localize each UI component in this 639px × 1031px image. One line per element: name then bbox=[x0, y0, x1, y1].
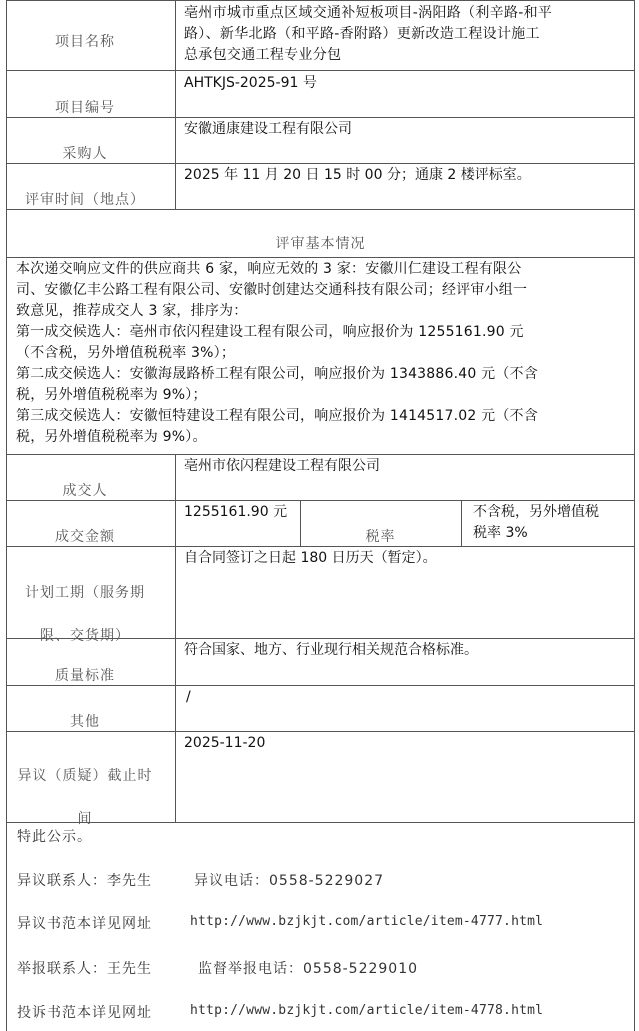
review-line: 税，另外增值税税率为 9%）。 bbox=[16, 429, 207, 445]
period-label bbox=[6, 572, 164, 658]
notice-text: 特此公示。 bbox=[17, 829, 92, 845]
objection-contact: 异议联系人：李先生 bbox=[17, 873, 152, 889]
tax-rate-line: 税率 3% bbox=[473, 525, 528, 541]
winner-value: 亳州市依闪程建设工程有限公司 bbox=[184, 458, 380, 474]
review-line: 司、安徽亿丰公路工程有限公司、安徽时创建达交通科技有限公司；经评审小组一 bbox=[16, 282, 528, 298]
period-label-line: 限、交货期） bbox=[40, 628, 130, 644]
review-time-value: 2025 年 11 月 20 日 15 时 00 分；通康 2 楼评标室。 bbox=[184, 167, 531, 183]
tax-rate-label: 税率 bbox=[365, 529, 396, 545]
winner-label: 成交人 bbox=[62, 483, 108, 499]
section-title: 评审基本情况 bbox=[275, 236, 366, 252]
amount-label: 成交金额 bbox=[55, 529, 115, 545]
objection-template-link[interactable]: http://www.bzjkjt.com/article/item-4777.html bbox=[190, 914, 544, 929]
project-name-value bbox=[184, 3, 629, 66]
review-line: 致意见，推荐成交人 3 家，排序为： bbox=[16, 303, 248, 319]
amount-value: 1255161.90 元 bbox=[184, 504, 288, 520]
complaint-template-link[interactable]: http://www.bzjkjt.com/article/item-4778.html bbox=[190, 1003, 544, 1018]
quality-value: 符合国家、地方、行业现行相关规范合格标准。 bbox=[184, 642, 478, 658]
complaint-template-label: 投诉书范本详见网址 bbox=[17, 1005, 152, 1021]
objection-label-line: 间 bbox=[77, 811, 93, 827]
objection-phone: 异议电话：0558-5229027 bbox=[194, 873, 385, 889]
objection-label-line: 异议（质疑）截止时 bbox=[17, 768, 153, 784]
review-line: （不含税，另外增值税税率 3%）； bbox=[16, 345, 236, 361]
project-no-label: 项目编号 bbox=[55, 100, 115, 116]
review-line: 税，另外增值税税率为 9%）； bbox=[16, 387, 207, 403]
project-name-line: 亳州市城市重点区域交通补短板项目-涡阳路（利辛路-和平 bbox=[184, 5, 553, 21]
review-time-label: 评审时间（地点） bbox=[25, 192, 145, 208]
review-summary bbox=[16, 259, 632, 448]
project-name-line: 总承包交通工程专业分包 bbox=[184, 47, 342, 63]
other-label: 其他 bbox=[70, 714, 100, 730]
objection-template-label: 异议书范本详见网址 bbox=[17, 916, 152, 932]
tax-rate-line: 不含税，另外增值税 bbox=[473, 504, 599, 520]
review-line: 第二成交候选人：安徽海晟路桥工程有限公司，响应报价为 1343886.40 元（不含 bbox=[16, 366, 538, 382]
project-no-value: AHTKJS-2025-91 号 bbox=[184, 75, 317, 91]
other-value: / bbox=[186, 689, 191, 705]
tax-rate-value bbox=[473, 502, 631, 544]
report-contact: 举报联系人：王先生 bbox=[17, 961, 152, 977]
review-line: 第一成交候选人：亳州市依闪程建设工程有限公司，响应报价为 1255161.90 元 bbox=[16, 324, 524, 340]
review-line: 本次递交响应文件的供应商共 6 家，响应无效的 3 家：安徽川仁建设工程有限公 bbox=[16, 261, 522, 277]
period-value: 自合同签订之日起 180 日历天（暂定）。 bbox=[184, 550, 437, 566]
report-phone: 监督举报电话：0558-5229010 bbox=[198, 961, 419, 977]
period-label-line: 计划工期（服务期 bbox=[25, 585, 145, 601]
purchaser-label: 采购人 bbox=[62, 146, 108, 162]
objection-deadline-value: 2025-11-20 bbox=[184, 735, 266, 751]
purchaser-value: 安徽通康建设工程有限公司 bbox=[184, 121, 352, 137]
review-line: 第三成交候选人：安徽恒特建设工程有限公司，响应报价为 1414517.02 元（不含 bbox=[16, 408, 538, 424]
project-name-line: 路）、新华北路（和平路-香附路）更新改造工程设计施工 bbox=[184, 26, 540, 42]
quality-label: 质量标准 bbox=[55, 668, 115, 684]
project-name-label: 项目名称 bbox=[55, 34, 115, 50]
